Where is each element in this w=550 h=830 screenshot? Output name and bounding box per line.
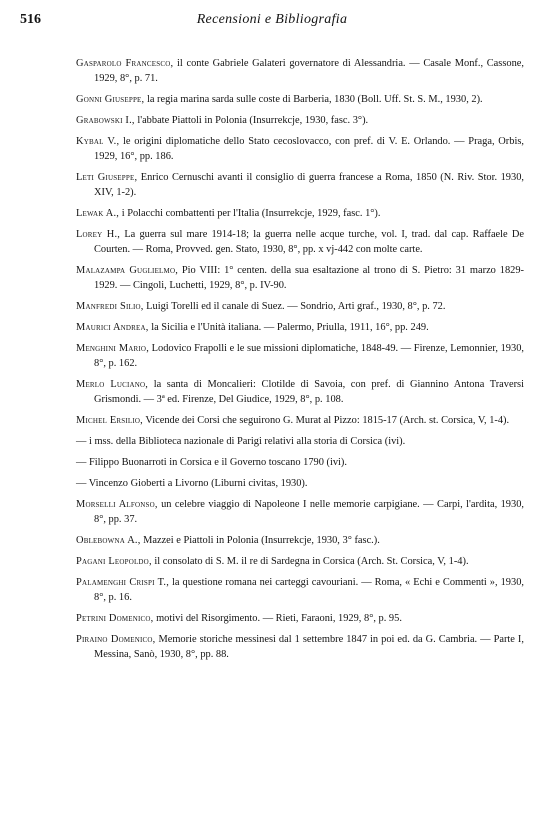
- entry-author: Piraino Domenico,: [76, 634, 156, 645]
- bibliography-entry: [76, 227, 524, 257]
- entry-text: Luigi Torelli ed il canale di Suez. — Sondrio, Arti graf., 1930, 8°, p. 72.: [146, 301, 446, 312]
- entry-author: Morselli Alfonso,: [76, 499, 158, 510]
- bibliography-entry: [76, 575, 524, 605]
- entry-text: la regia marina sarda sulle coste di Barberia, 1830 (Boll. Uff. St. S. M., 1930, 2).: [146, 94, 483, 105]
- running-title: Recensioni e Bibliografia: [196, 12, 348, 27]
- entry-text: la questione romana nei carteggi cavouriani. — Roma, « Echi e Commenti », 1930, 8°, p. 16.: [94, 577, 524, 603]
- entry-author: Manfredi Silio,: [76, 301, 144, 312]
- bibliography-entry: [76, 377, 524, 407]
- entry-text: la Sicilia e l'Unità italiana. — Palermo, Priulla, 1911, 16°, pp. 249.: [151, 322, 429, 333]
- bibliography-entry: [76, 455, 524, 470]
- bibliography-entry: [76, 632, 524, 662]
- entry-author: Menghini Mario,: [76, 343, 149, 354]
- entry-text: i Polacchi combattenti per l'Italia (Insurrekcje, 1929, fasc. 1°).: [121, 208, 381, 219]
- bibliography-entry: [76, 413, 524, 428]
- entry-text: il consolato di S. M. il re di Sardegna in Corsica (Arch. St. Corsica, V, 1-4).: [154, 556, 469, 567]
- entry-text: Enrico Cernuschi avanti il consiglio di guerra francese a Roma, 1850 (N. Riv. Stor. 1930, XIV, 1-2).: [94, 172, 524, 198]
- running-header: [20, 12, 524, 38]
- bibliography-entry: [76, 299, 524, 314]
- bibliography-entry: [76, 206, 524, 221]
- bibliography-entry: [76, 170, 524, 200]
- bibliography-entry: [76, 263, 524, 293]
- entry-text: Pio VIII: 1° centen. della sua esaltazione al trono di S. Pietro: 31 marzo 1829-1929. — Cingoli, Luchetti, 1929, 8°, p. IV-90.: [94, 265, 524, 291]
- entry-author: Leti Giuseppe,: [76, 172, 138, 183]
- entry-text: La guerra sul mare 1914-18; la guerra nelle acque turche, vol. I, trad. dal cap. Raffaele De Courten. — Roma, Provved. gen. Stato, 1930, 8°, pp. x vj-442 con molte carte.: [94, 229, 524, 255]
- bibliography-entry: [76, 56, 524, 86]
- entry-text: Mazzei e Piattoli in Polonia (Insurrekcje, 1930, 3° fasc.).: [143, 535, 380, 546]
- entry-author: Michel Ersilio,: [76, 415, 143, 426]
- entry-author: Maurici Andrea,: [76, 322, 149, 333]
- entry-author: Petrini Domenico,: [76, 613, 154, 624]
- entry-author: Grabowski I.,: [76, 115, 135, 126]
- entry-text: Memorie storiche messinesi dal 1 settembre 1847 in poi ed. da G. Cambria. — Parte I, Messina, Sanò, 1930, 8°, pp. 88.: [94, 634, 524, 660]
- bibliography-entry: [76, 533, 524, 548]
- entry-author: Palamenghi Crispi T.,: [76, 577, 170, 588]
- bibliography-entry: [76, 341, 524, 371]
- entry-text: un celebre viaggio di Napoleone I nelle memorie carpigiane. — Carpi, l'ardita, 1930, 8°, pp. 37.: [94, 499, 524, 525]
- bibliography-entry: [76, 320, 524, 335]
- entry-text: le origini diplomatiche dello Stato cecoslovacco, con pref. di V. E. Orlando. — Praga, Orbis, 1929, 16°, pp. 186.: [94, 136, 524, 162]
- entry-author: Oblebowna A.,: [76, 535, 141, 546]
- bibliography-entry: [76, 113, 524, 128]
- page-number: 516: [20, 12, 41, 27]
- entry-text: la santa di Moncalieri: Clotilde di Savoia, con pref. di Giannino Antona Traversi Grismondi. — 3ª ed. Firenze, Del Giudice, 1929, 8°, p. 108.: [94, 379, 524, 405]
- entry-text: — i mss. della Biblioteca nazionale di Parigi relativi alla storia di Corsica (ivi).: [76, 436, 406, 447]
- bibliography-entry: [76, 92, 524, 107]
- entry-author: Malazampa Guglielmo,: [76, 265, 179, 276]
- entry-text: l'abbate Piattoli in Polonia (Insurrekcje, 1930, fasc. 3°).: [137, 115, 369, 126]
- bibliography-list: [76, 56, 524, 668]
- entry-text: il conte Gabriele Galateri governatore di Alessandria. — Casale Monf., Cassone, 1929, 8°, p. 71.: [94, 58, 524, 84]
- entry-text: — Filippo Buonarroti in Corsica e il Governo toscano 1790 (ivi).: [76, 457, 347, 468]
- bibliography-entry: [76, 497, 524, 527]
- bibliography-entry: [76, 434, 524, 449]
- bibliography-entry: [76, 611, 524, 626]
- bibliography-entry: [76, 476, 524, 491]
- entry-text: Vicende dei Corsi che seguirono G. Murat al Pizzo: 1815-17 (Arch. st. Corsica, V, 1-4).: [145, 415, 510, 426]
- entry-author: Kybal V.,: [76, 136, 120, 147]
- entry-author: Lewak A.,: [76, 208, 120, 219]
- entry-author: Lorey H.,: [76, 229, 121, 240]
- entry-text: motivi del Risorgimento. — Rieti, Faraoni, 1929, 8°, p. 95.: [156, 613, 402, 624]
- entry-author: Gasparolo Francesco,: [76, 58, 174, 69]
- entry-author: Merlo Luciano,: [76, 379, 149, 390]
- bibliography-entry: [76, 134, 524, 164]
- entry-author: Gonni Giuseppe,: [76, 94, 145, 105]
- entry-author: Pagani Leopoldo,: [76, 556, 152, 567]
- entry-text: — Vincenzo Gioberti a Livorno (Liburni civitas, 1930).: [76, 478, 308, 489]
- bibliography-entry: [76, 554, 524, 569]
- entry-text: Lodovico Frapolli e le sue missioni diplomatiche, 1848-49. — Firenze, Lemonnier, 1930, 8°, p. 162.: [94, 343, 524, 369]
